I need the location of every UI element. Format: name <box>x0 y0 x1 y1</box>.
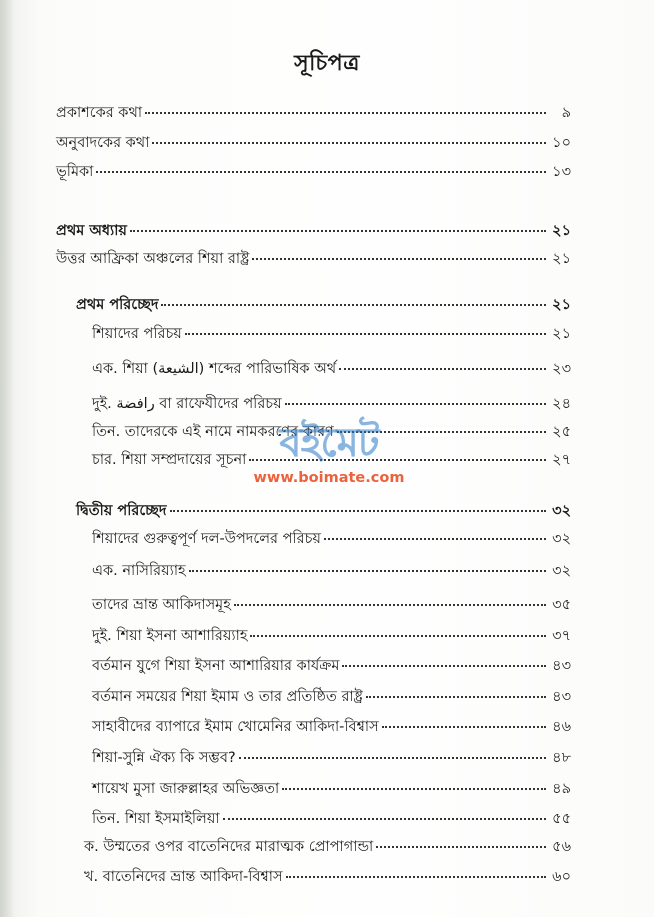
toc-entry-page: ৪৩ <box>552 689 571 705</box>
toc-entry <box>92 780 571 798</box>
toc-dot-leader <box>96 171 546 173</box>
toc-entry-label: সাহাবীদের ব্যাপারে ইমাম খোমেনির আকিদা-বিশ্বাস <box>92 719 379 735</box>
toc-entry-label: শিয়াদের পরিচয় <box>92 326 182 342</box>
toc-entry-label: দ্বিতীয় পরিচ্ছেদ <box>76 503 167 519</box>
toc-entry-label: অনুবাদকের কথা <box>56 135 150 151</box>
toc-entry-label: উত্তর আফ্রিকা অঞ্চলের শিয়া রাষ্ট্র <box>56 251 250 267</box>
toc-entry-page: ২১ <box>552 326 571 342</box>
toc-entry-page: ৩৭ <box>552 628 571 644</box>
toc-dot-leader <box>223 818 546 820</box>
watermark-logo-text: বইমেট <box>279 419 379 466</box>
toc-entry-page: ২৫ <box>552 424 571 440</box>
toc-dot-leader <box>286 876 546 878</box>
toc-entry-label: চার. শিয়া সম্প্রদায়ের সূচনা <box>92 452 247 468</box>
toc-entry-label: তাদের ভ্রান্ত আকিদাসমূহ <box>92 597 231 613</box>
toc-entry-label: তিন. শিয়া ইসমাইলিয়া <box>92 811 220 827</box>
toc-entry-page: ৩২ <box>552 563 571 579</box>
watermark-url: www.boimate.com <box>253 470 405 486</box>
toc-entry-page: ২৩ <box>552 361 571 377</box>
toc-entry-label: ভূমিকা <box>56 164 94 180</box>
toc-entry-page: ২১ <box>552 223 571 239</box>
toc-entry-label: প্রকাশকের কথা <box>56 105 143 121</box>
toc-entry <box>92 596 571 614</box>
toc-entry-page: ৪৩ <box>552 658 571 674</box>
toc-dot-leader <box>282 788 546 790</box>
toc-dot-leader <box>324 538 546 540</box>
toc-dot-leader <box>185 333 546 335</box>
toc-entry <box>92 749 571 767</box>
toc-dot-leader <box>337 431 546 433</box>
toc-dot-leader <box>366 696 546 698</box>
toc-entry <box>56 104 571 122</box>
toc-entry <box>92 688 571 706</box>
toc-entry-page: ২১ <box>552 297 571 313</box>
toc-entry-label: এক. শিয়া (الشيعة) শব্দের পারিভাষিক অর্থ <box>92 361 337 377</box>
toc-entry-page: ১০ <box>552 135 571 151</box>
toc-dot-leader <box>249 459 546 461</box>
page-title: সূচিপত্র <box>294 51 360 76</box>
toc-entry-label: প্রথম অধ্যায় <box>56 223 127 239</box>
toc-entry-label: প্রথম পরিচ্ছেদ <box>76 297 159 313</box>
toc-dot-leader <box>152 142 546 144</box>
toc-entry-page: ২৪ <box>552 396 571 412</box>
toc-entry-label: দুই. رافضة বা রাফেযীদের পরিচয় <box>92 396 282 412</box>
toc-dot-leader <box>145 112 546 114</box>
toc-dot-leader <box>250 635 546 637</box>
toc-dot-leader <box>285 403 546 405</box>
toc-entry <box>84 868 571 886</box>
toc-entry <box>92 530 571 548</box>
toc-dot-leader <box>252 258 546 260</box>
toc-entry <box>92 718 571 736</box>
toc-entry-page: ৪৯ <box>552 781 571 797</box>
toc-dot-leader <box>170 510 546 512</box>
toc-entry <box>56 134 571 152</box>
toc-entry-label: বর্তমান যুগে শিয়া ইসনা আশারিয়ার কার্যক্রম <box>92 658 340 674</box>
toc-entry-page: ৪৮ <box>552 750 571 766</box>
toc-entry-page: ২১ <box>552 251 571 267</box>
toc-entry-page: ৯ <box>561 105 571 121</box>
toc-dot-leader <box>234 604 546 606</box>
toc-entry <box>56 250 571 268</box>
toc-entry <box>92 360 571 378</box>
toc-entry <box>92 423 571 441</box>
toc-entry-page: ৩২ <box>552 503 571 519</box>
toc-entry-page: ৩৫ <box>552 597 571 613</box>
page-spine-shadow <box>0 0 14 917</box>
toc-entry <box>92 451 571 469</box>
section-heading <box>76 502 571 520</box>
toc-entry-label: বর্তমান সময়ের শিয়া ইমাম ও তার প্রতিষ্ঠিত রাষ্ট্র <box>92 689 363 705</box>
toc-entry-page: ৫৫ <box>552 811 571 827</box>
toc-entry-label: ক. উম্মতের ওপর বাতেনিদের মারাত্মক প্রোপাগান্ডা <box>84 839 374 855</box>
toc-dot-leader <box>376 846 546 848</box>
toc-entry-page: ৫৬ <box>552 839 571 855</box>
toc-entry-label: এক. নাসিরিয়্যাহ <box>92 563 186 579</box>
toc-entry-label: শিয়াদের গুরুত্বপূর্ণ দল-উপদলের পরিচয় <box>92 531 321 547</box>
toc-entry <box>92 395 571 413</box>
toc-entry-label: শিয়া-সুন্নি ঐক্য কি সম্ভব? <box>92 750 236 766</box>
toc-entry-label: দুই. শিয়া ইসনা আশারিয়্যাহ <box>92 628 248 644</box>
toc-dot-leader <box>130 230 546 232</box>
toc-entry-page: ৩২ <box>552 531 571 547</box>
toc-entry-label: তিন. তাদেরকে এই নামে নামকরণের কারণ <box>92 424 334 440</box>
toc-entry-page: ২৭ <box>552 452 571 468</box>
toc-dot-leader <box>339 368 546 370</box>
toc-entry-label: শায়েখ মুসা জারুল্লাহর অভিজ্ঞতা <box>92 781 280 797</box>
toc-dot-leader <box>239 757 546 759</box>
toc-entry <box>92 657 571 675</box>
toc-entry <box>56 163 571 181</box>
toc-dot-leader <box>189 570 546 572</box>
toc-entry <box>92 562 571 580</box>
toc-dot-leader <box>382 726 546 728</box>
toc-entry-page: ৪৬ <box>552 719 571 735</box>
toc-entry-label: খ. বাতেনিদের ভ্রান্ত আকিদা-বিশ্বাস <box>84 869 283 885</box>
chapter-heading <box>56 222 571 240</box>
toc-entry <box>92 810 571 828</box>
toc-dot-leader <box>342 665 546 667</box>
toc-entry <box>92 627 571 645</box>
toc-dot-leader <box>161 304 546 306</box>
section-heading <box>76 296 571 314</box>
toc-entry <box>84 838 571 856</box>
toc-entry <box>92 325 571 343</box>
toc-entry-page: ১৩ <box>552 164 571 180</box>
toc-entry-page: ৬০ <box>552 869 571 885</box>
